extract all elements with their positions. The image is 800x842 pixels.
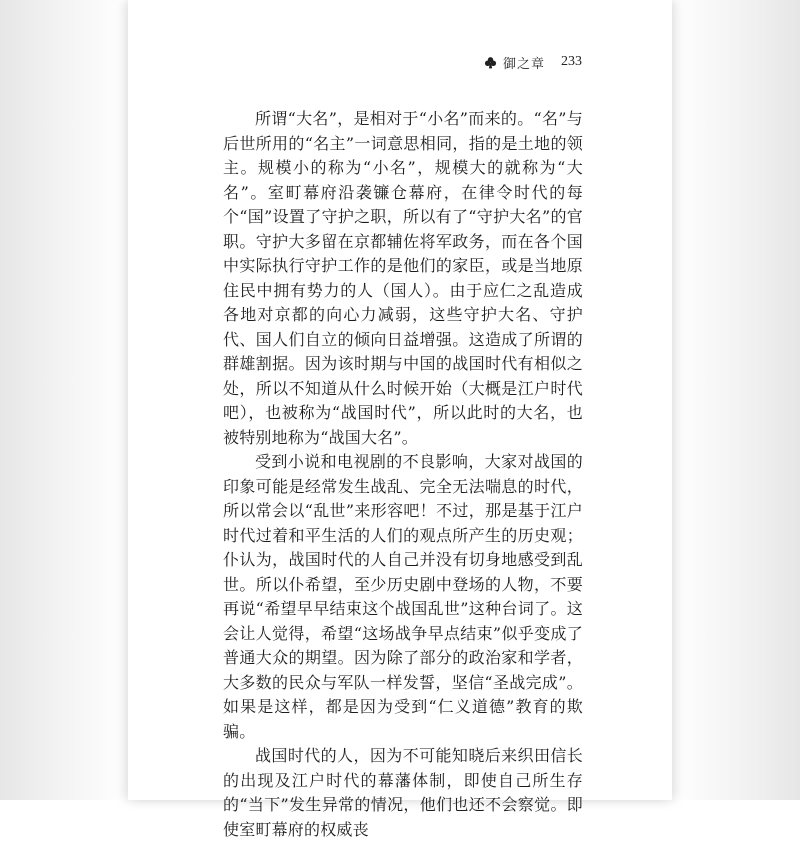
club-icon [484, 56, 497, 69]
page-number: 233 [561, 54, 582, 69]
body-text [223, 107, 583, 842]
book-page [128, 0, 672, 839]
paragraph: 所谓“大名”，是相对于“小名”而来的。“名”与后世所用的“名主”一词意思相同，指的是土地的领主。规模小的称为“小名”，规模大的就称为“大名”。室町幕府沿袭镰仓幕府，在律令时代的每个“国”设置了守护之职，所以有了“守护大名”的官职。守护大多留在京都辅佐将军政务，而在各个国中实际执行守护工作的是他们的家臣，或是当地原住民中拥有势力的人（国人）。由于应仁之乱造成各地对京都的向心力减弱，这些守护大名、守护代、国人们自立的倾向日益增强。这造成了所谓的群雄割据。因为该时期与中国的战国时代有相似之处，所以不知道从什么时候开始（大概是江户时代吧），也被称为“战国时代”，所以此时的大名，也被特别地称为“战国大名”。 [223, 109, 583, 447]
paragraph: 战国时代的人，因为不可能知晓后来织田信长的出现及江户时代的幕藩体制，即使自己所生存的“当下”发生异常的情况，他们也还不会察觉。即使室町幕府的权威丧 [223, 746, 583, 839]
paragraph: 受到小说和电视剧的不良影响，大家对战国的印象可能是经常发生战乱、完全无法喘息的时代，所以常会以“乱世”来形容吧！不过，那是基于江户时代过着和平生活的人们的观点所产生的历史观；仆认为，战国时代的人自己并没有切身地感受到乱世。所以仆希望，至少历史剧中登场的人物，不要再说“希望早早结束这个战国乱世”这种台词了。这会让人觉得，希望“这场战争早点结束”似乎变成了普通大众的期望。因为除了部分的政治家和学者，大多数的民众与军队一样发誓，坚信“圣战完成”。如果是这样，都是因为受到“仁义道德”教育的欺骗。 [223, 452, 583, 741]
running-head [484, 53, 582, 71]
chapter-title: 御之章 [502, 56, 545, 72]
